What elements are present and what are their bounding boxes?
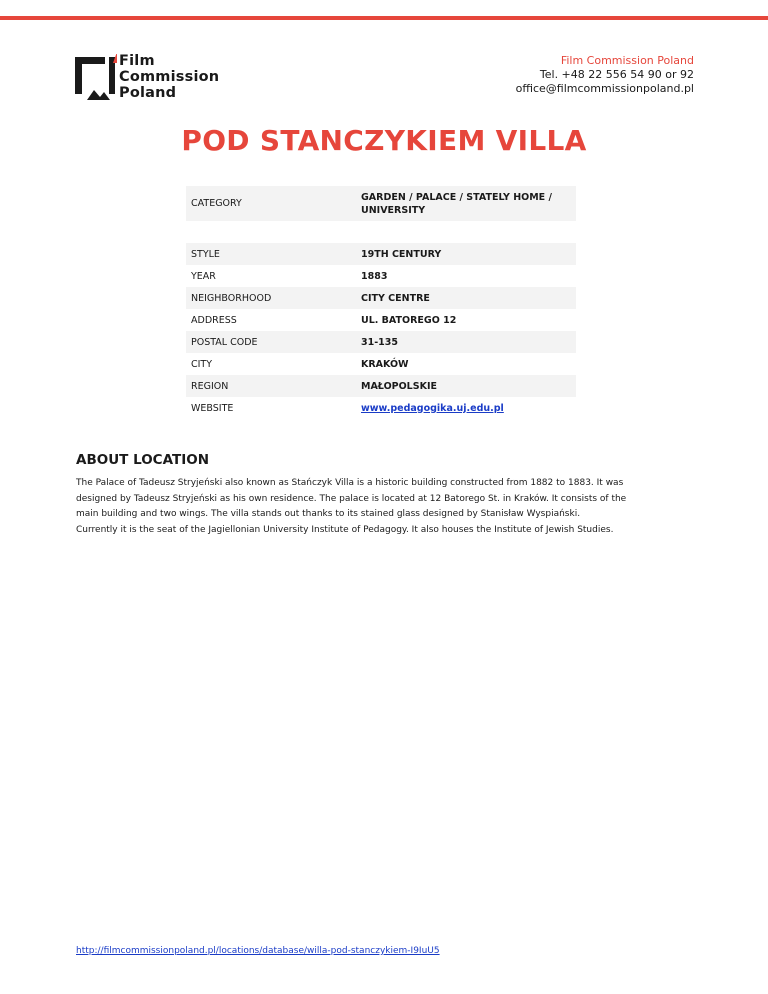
top-accent-bar <box>0 16 768 20</box>
detail-label: CATEGORY <box>186 186 356 221</box>
logo-mark-icon <box>73 54 117 104</box>
detail-value: 31-135 <box>356 331 576 353</box>
detail-row-neighborhood <box>186 287 576 309</box>
detail-row-region <box>186 375 576 397</box>
film-commission-logo[interactable] <box>73 54 243 104</box>
contact-block <box>516 54 694 96</box>
detail-label: YEAR <box>191 270 216 282</box>
logo-wordmark <box>119 53 219 101</box>
logo-word-2: Commission <box>119 69 220 85</box>
about-heading: ABOUT LOCATION <box>76 452 209 468</box>
page-title: POD STANCZYKIEM VILLA <box>181 124 587 157</box>
detail-row-year <box>186 265 576 287</box>
detail-value: CITY CENTRE <box>356 287 576 309</box>
detail-label: STYLE <box>186 243 356 265</box>
logo-word-1: Film <box>119 53 155 69</box>
detail-value: GARDEN / PALACE / STATELY HOME / UNIVERSITY <box>356 186 576 221</box>
row-spacer <box>186 221 576 243</box>
detail-label: WEBSITE <box>191 402 234 414</box>
website-link[interactable]: www.pedagogika.uj.edu.pl <box>361 402 504 414</box>
detail-label: POSTAL CODE <box>186 331 356 353</box>
detail-value: KRAKÓW <box>361 358 409 370</box>
detail-row-address <box>186 309 576 331</box>
detail-row-category <box>186 186 576 221</box>
detail-value: 19TH CENTURY <box>356 243 576 265</box>
detail-row-postal-code <box>186 331 576 353</box>
phone-number: Tel. +48 22 556 54 90 or 92 <box>539 68 694 81</box>
detail-value: UL. BATOREGO 12 <box>361 314 457 326</box>
logo-word-3: Poland <box>119 85 177 101</box>
email-address[interactable]: office@filmcommissionpoland.pl <box>515 82 694 95</box>
detail-value: MAŁOPOLSKIE <box>356 375 576 397</box>
detail-label: NEIGHBORHOOD <box>186 287 356 309</box>
location-details-table <box>186 186 576 419</box>
detail-value: 1883 <box>361 270 388 282</box>
about-paragraph <box>76 476 696 538</box>
source-url-link[interactable]: http://filmcommissionpoland.pl/locations/database/willa-pod-stanczykiem-I9IuU5 <box>76 946 440 956</box>
detail-row-website <box>186 397 576 419</box>
org-name: Film Commission Poland <box>560 54 694 67</box>
about-line-2: designed by Tadeusz Stryjeński as his own residence. The palace is located at 12 Batorego St. in Kraków. It consists of the <box>76 493 627 504</box>
detail-label: CITY <box>191 358 213 370</box>
detail-label: REGION <box>186 375 356 397</box>
detail-label: ADDRESS <box>191 314 237 326</box>
about-line-1: The Palace of Tadeusz Stryjeński also known as Stańczyk Villa is a historic building constructed from 1882 to 1883. It was <box>76 478 624 488</box>
about-line-3: main building and two wings. The villa stands out thanks to its stained glass designed by Stanisław Wyspiański. <box>76 509 581 519</box>
detail-row-style <box>186 243 576 265</box>
detail-row-city <box>186 353 576 375</box>
about-line-4: Currently it is the seat of the Jagiellonian University Institute of Pedagogy. It also houses the Institute of Jewish Studies. <box>76 524 614 535</box>
